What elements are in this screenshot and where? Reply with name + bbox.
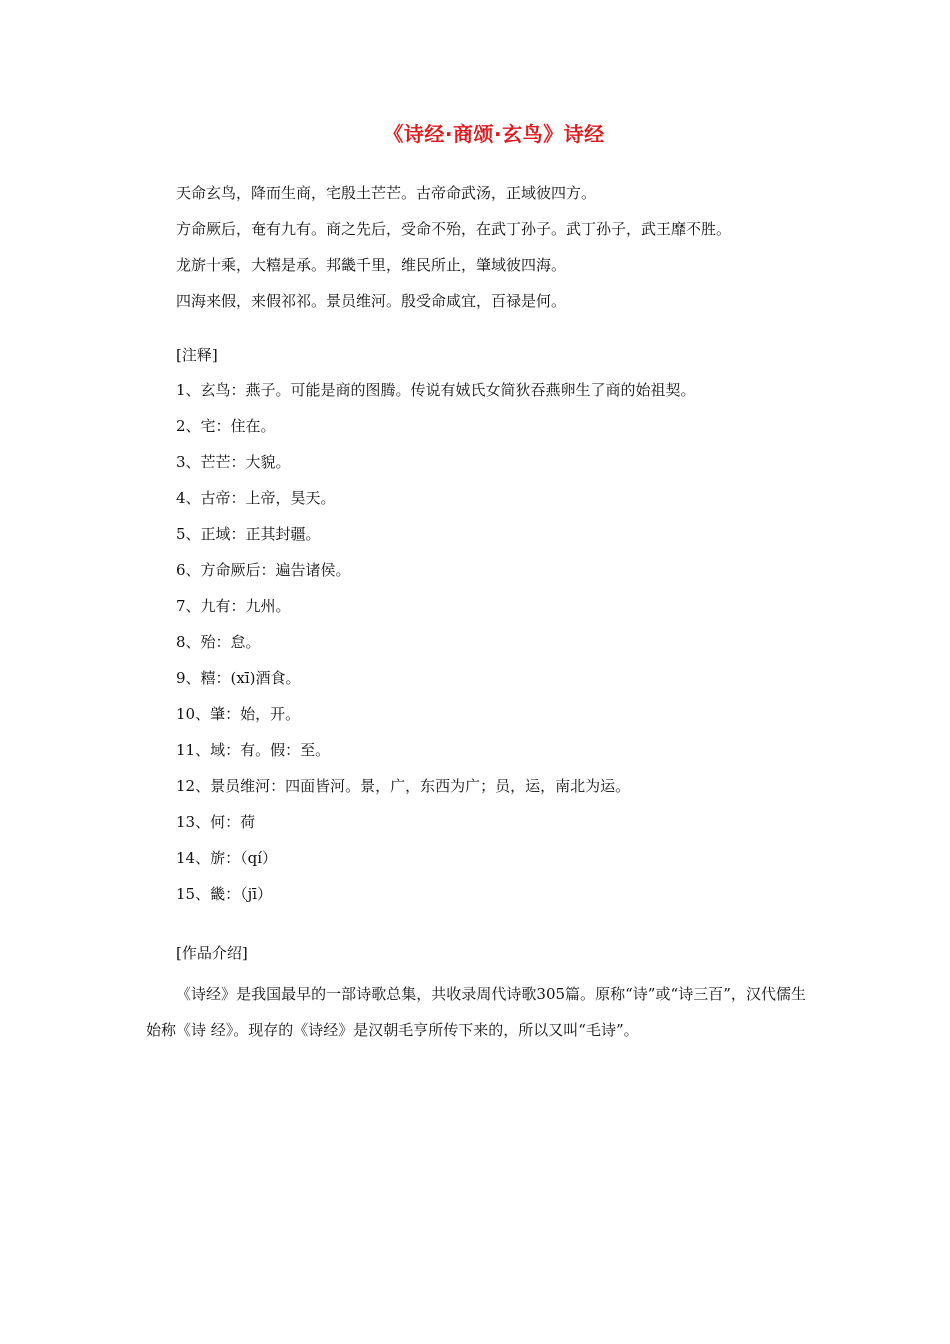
note-item: 14、旂：（qí） [176,849,277,867]
poem-line: 方命厥后，奄有九有。商之先后，受命不殆，在武丁孙子。武丁孙子，武王靡不胜。 [176,220,732,238]
note-item: 5、正域：正其封疆。 [176,525,321,543]
poem-line: 天命玄鸟，降而生商，宅殷土芒芒。古帝命武汤，正域彼四方。 [176,184,597,202]
note-item: 4、古帝：上帝，昊天。 [176,489,336,507]
note-item: 1、玄鸟：燕子。可能是商的图腾。传说有娀氏女简狄吞燕卵生了商的始祖契。 [176,381,696,399]
note-item: 2、宅：住在。 [176,417,276,435]
poem-line: 龙旂十乘，大糦是承。邦畿千里，维民所止，肇域彼四海。 [176,256,567,274]
note-item: 15、畿：（jī） [176,885,273,903]
note-item: 3、芒芒：大貌。 [176,453,291,471]
note-item: 7、九有：九州。 [176,597,291,615]
note-item: 12、景员维河：四面皆河。景，广，东西为广；员，运，南北为运。 [176,777,631,795]
note-item: 13、何：荷 [176,813,256,831]
note-item: 10、肇：始，开。 [176,705,301,723]
notes-list [176,372,836,912]
intro-section-heading-wrap [176,935,836,971]
intro-paragraph: 《诗经》是我国最早的一部诗歌总集，共收录周代诗歌305篇。原称“诗”或“诗三百”，汉代儒生始称《诗 经》。现存的《诗经》是汉朝毛亨所传下来的，所以又叫“毛诗”。 [146,985,806,1039]
notes-heading: [注释] [176,346,218,364]
document-title: 《诗经·商颂·玄鸟》诗经 [383,122,605,146]
note-item: 8、殆：怠。 [176,633,261,651]
note-item: 6、方命厥后：遍告诸侯。 [176,561,351,579]
note-item: 11、域：有。假：至。 [176,741,331,759]
intro-heading: [作品介绍] [176,944,248,962]
notes-section-heading-wrap [176,337,836,373]
note-item: 9、糦：(xī)酒食。 [176,669,301,687]
poem-body [176,175,836,319]
poem-line: 四海来假，来假祁祁。景员维河。殷受命咸宜，百禄是何。 [176,292,567,310]
